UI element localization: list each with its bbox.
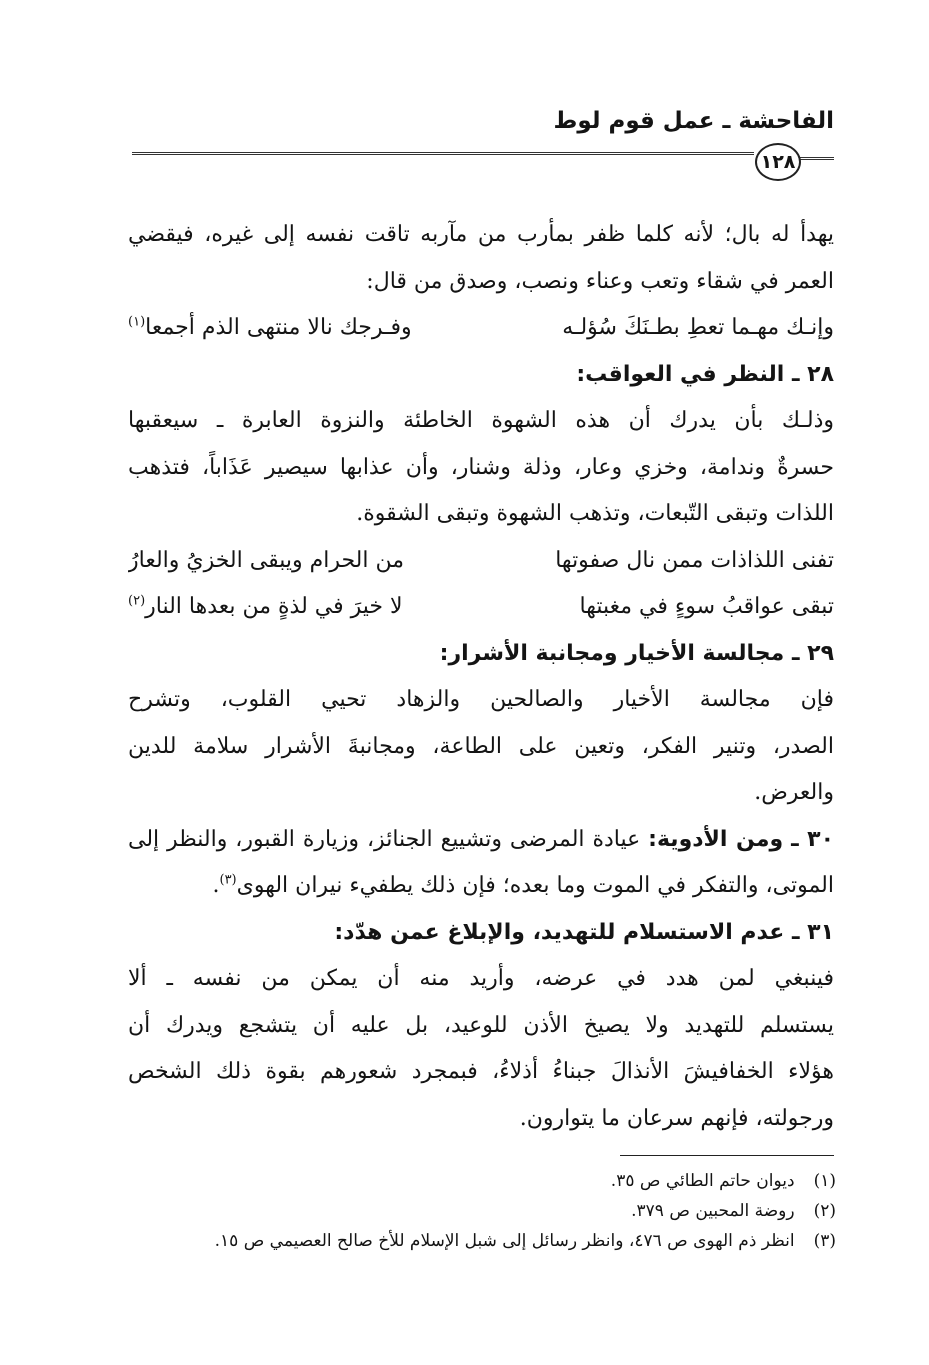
footnote (128, 1226, 836, 1256)
heading-title: النظر في العواقب: (576, 361, 785, 387)
heading-title: ومن الأدوية: (648, 826, 784, 852)
section-heading-31 (128, 910, 834, 957)
paragraph-line: يستسلم للتهديد ولا يصيخ الأذن للوعيد، بل عليه أن يتشجع ويدرك أن (128, 1012, 834, 1038)
paragraph-line: الصدر، وتنير الفكر، وتعين على الطاعة، ومجانبةَ الأشرار سلامة للدين (128, 733, 834, 759)
footnote-number: (٢) (813, 1201, 836, 1221)
verse-hemistich-second: من الحرام ويبقى الخزيُ والعارُ (128, 547, 404, 573)
footnote-text: روضة المحبين ص ٣٧٩. (631, 1201, 795, 1221)
section-heading-29 (128, 631, 834, 678)
footnote (128, 1166, 836, 1196)
period: . (212, 873, 220, 898)
verse-hemistich-first: وإنـك مهـما تعطِ بطـنَكَ سُؤلـه (562, 315, 834, 340)
footnote-rule (620, 1155, 834, 1156)
heading-number: ٣٠ ـ (791, 826, 834, 852)
verse-hemistich-first: تفنى اللذاذات ممن نال صفوتها (555, 547, 834, 573)
paragraph-line: فإن مجالسة الأخيار والصالحين والزهاد تحيي القلوب، وتشرح (128, 687, 834, 712)
footnote-text: ديوان حاتم الطائي ص ٣٥. (610, 1171, 795, 1191)
verse-line (128, 305, 834, 352)
page-body (128, 212, 834, 1142)
heading-number: ٢٨ ـ (791, 361, 834, 387)
paragraph-text: عيادة المرضى وتشييع الجنائز، وزيارة القبور، والنظر إلى (128, 826, 641, 852)
verse-text: لا خيرَ في لذةٍ من بعدها النار (145, 594, 403, 619)
verse-hemistich-first: تبقى عواقبُ سوءٍ في مغبتها (579, 594, 834, 619)
heading-number: ٢٩ ـ (791, 640, 834, 666)
heading-title: مجالسة الأخيار ومجانبة الأشرار: (439, 640, 785, 666)
verse-line (128, 538, 834, 585)
footnote-ref: (٣) (219, 872, 237, 888)
paragraph-text: الموتى، والتفكر في الموت وما بعده؛ فإن ذلك يطفيء نيران الهوى (236, 873, 834, 898)
page-number: ١٢٨ (755, 143, 801, 181)
footnotes (128, 1166, 836, 1256)
heading-title: عدم الاستسلام للتهديد، والإبلاغ عمن هدّد: (334, 919, 785, 945)
paragraph-line: فينبغي لمن هدد في عرضه، وأريد منه أن يمكن من نفسه ـ ألا (128, 966, 834, 991)
footnote-number: (١) (813, 1171, 836, 1191)
verse-hemistich-second (128, 584, 403, 631)
footnote-ref: (٢) (128, 593, 146, 609)
verse-line (128, 584, 834, 631)
paragraph-line: يهدأ له بال؛ لأنه كلما ظفر بمأرب من مآربه تاقت نفسه إلى غيره، فيقضي (128, 222, 834, 247)
footnote-text: انظر ذم الهوى ص ٤٧٦، وانظر رسائل إلى شبل الإسلام للأخ صالح العصيمي ص ١٥. (214, 1231, 795, 1251)
paragraph-line: والعرض. (754, 780, 834, 805)
heading-number: ٣١ ـ (791, 919, 834, 945)
paragraph-line: ورجولته، فإنهم سرعان ما يتوارون. (519, 1105, 834, 1131)
paragraph-line: حسرةٌ وندامة، وخزي وعار، وذلة وشنار، وأن عذابها سيصير عَذَاباً، فتذهب (128, 454, 834, 480)
section-30-line (128, 817, 834, 864)
footnote (128, 1196, 836, 1226)
verse-text: وفـرجك نالا منتهى الذم أجمعا (145, 315, 412, 340)
footnote-number: (٣) (813, 1231, 836, 1251)
section-heading-28 (128, 352, 834, 399)
paragraph-line: هؤلاء الخفافيشَ الأنذالَ جبناءُ أذلاءُ، فبمجرد شعورهم بقوة ذلك الشخص (128, 1059, 834, 1084)
paragraph-line: العمر في شقاء وتعب وعناء ونصب، وصدق من قال: (366, 268, 834, 294)
footnote-ref: (١) (128, 314, 146, 330)
paragraph-line (128, 863, 834, 910)
header-rule (132, 152, 754, 155)
paragraph-line: اللذات وتبقى التّبعات، وتذهب الشهوة وتبقى الشقوة. (356, 501, 834, 526)
running-title: الفاحشة ـ عمل قوم لوط (553, 108, 834, 134)
paragraph-line: وذلـك بأن يدرك أن هذه الشهوة الخاطئة والنزوة العابرة ـ سيعقبها (128, 408, 834, 433)
header-rule-right (796, 157, 834, 160)
verse-hemistich-second (128, 305, 412, 352)
